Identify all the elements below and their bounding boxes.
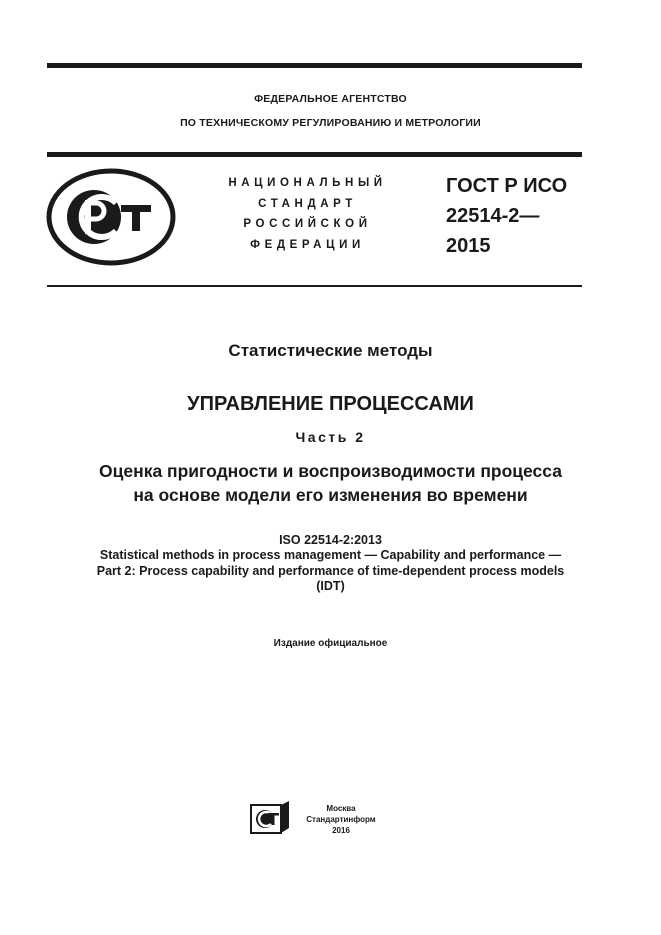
iso-title-line-1: Statistical methods in process management — Capability and performance — (99, 548, 562, 562)
designation-line-3: 2015 (446, 235, 491, 257)
iso-title-line-3: (IDT) (316, 579, 345, 593)
standard-type-line-2: СТАНДАРТ (258, 197, 357, 210)
header-bottom-rule (47, 285, 582, 287)
gost-r-certification-logo-icon (46, 167, 176, 272)
part-label: Часть 2 (295, 429, 366, 445)
edition-label: Издание официальное (273, 638, 388, 649)
standartinform-logo-icon (250, 801, 290, 840)
agency-line-2: ПО ТЕХНИЧЕСКОМУ РЕГУЛИРОВАНИЮ И МЕТРОЛОГИИ (180, 117, 481, 129)
agency-line-1: ФЕДЕРАЛЬНОЕ АГЕНТСТВО (254, 93, 407, 105)
standard-designation (446, 171, 567, 261)
top-rule (47, 63, 582, 68)
designation-line-1: ГОСТ Р ИСО (446, 175, 568, 197)
header-rule (47, 152, 582, 157)
publisher-city: Москва (326, 804, 356, 813)
publisher-name: Стандартинформ (306, 815, 376, 824)
standard-type-line-1: НАЦИОНАЛЬНЫЙ (228, 177, 387, 189)
designation-line-2: 22514-2— (446, 205, 540, 227)
iso-english-title (0, 548, 661, 595)
iso-title-line-2: Part 2: Process capability and performance of time-dependent process models (96, 563, 565, 578)
standard-type-block (200, 173, 415, 255)
main-title: УПРАВЛЕНИЕ ПРОЦЕССАМИ (187, 393, 474, 415)
series-title: Статистические методы (228, 341, 433, 360)
publisher-block (296, 803, 386, 836)
subtitle (0, 459, 661, 507)
subtitle-line-2: на основе модели его изменения во времени (133, 485, 528, 505)
standard-type-line-3: РОССИЙСКОЙ (243, 218, 372, 230)
standard-type-line-4: ФЕДЕРАЦИИ (250, 238, 365, 251)
publisher-year: 2016 (332, 826, 350, 835)
iso-code: ISO 22514-2:2013 (279, 533, 382, 547)
subtitle-line-1: Оценка пригодности и воспроизводимости процесса (99, 461, 562, 481)
